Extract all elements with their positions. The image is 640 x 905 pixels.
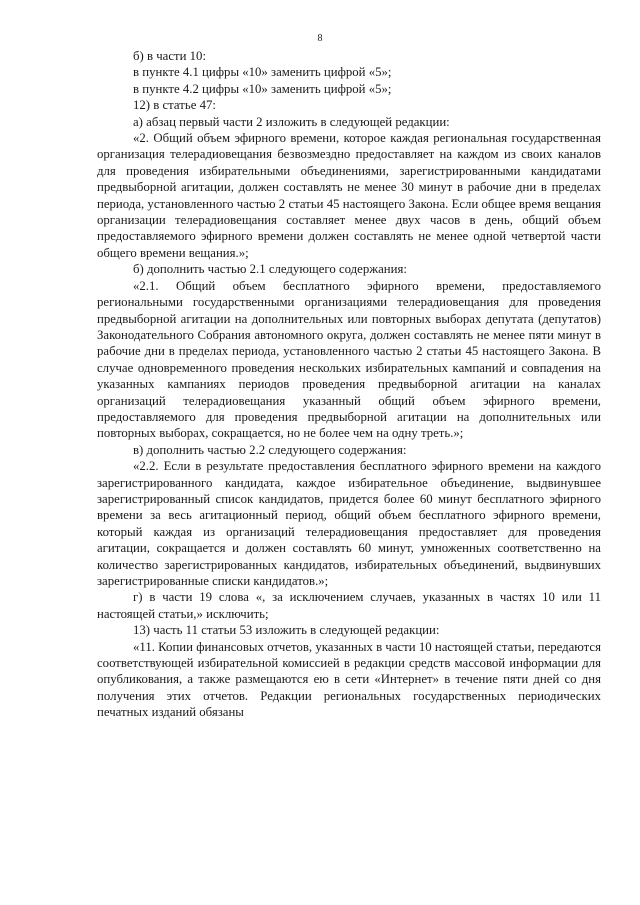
paragraph-amendment-a: а) абзац первый части 2 изложить в следующей редакции:: [133, 114, 450, 129]
paragraph-quote-part-2-2: «2.2. Если в результате предоставления бесплатного эфирного времени на каждого зарегистрированного кандидата, каждое избирательное объединение, выдвинувшее зарегистрированный список кандидатов, придется более 60 минут бесплатного эфирного времени за весь агитационный период, общий объем бесплатного эфирного времени, который каждая из организаций телерадиовещания предоставляет для проведения агитации, сокращается и должен составлять 60 минут, умноженных соответственно на количество зарегистрированных кандидатов, избирательных объединений, выдвинувших зарегистрированные списки кандидатов.»;: [97, 459, 601, 588]
paragraph-quote-part-2-1: «2.1. Общий объем бесплатного эфирного времени, предоставляемого региональными государственными организациями телерадиовещания для проведения предвыборной агитации на дополнительных или повторных выборах депутата (депутатов) Законодательного Собрания автономного округа, должен составлять не менее пяти минут в рабочие дни в пределах периода, установленного частью 2 статьи 45 настоящего Закона. В случае одновременного проведения нескольких избирательных кампаний и совпадения на указанных кампаниях периодов проведения предвыборной агитации на каналах организаций телерадиовещания указанный общий объем эфирного времени, предоставляемого для проведения предвыборной агитации на дополнительных или повторных выборах, сокращается, но не более чем на одну треть.»;: [97, 278, 601, 441]
document-body: [97, 48, 601, 721]
paragraph-article-53-heading: 13) часть 11 статьи 53 изложить в следующей редакции:: [133, 623, 440, 638]
paragraph-point-4-2: в пункте 4.2 цифры «10» заменить цифрой «5»;: [133, 81, 392, 96]
paragraph-amendment-v-part-2-2: в) дополнить частью 2.2 следующего содержания:: [133, 442, 407, 457]
page-number: 8: [317, 33, 323, 44]
paragraph-article-47-heading: 12) в статье 47:: [133, 98, 216, 113]
paragraph-amendment-b-part-2-1: б) дополнить частью 2.1 следующего содержания:: [133, 262, 407, 277]
paragraph-point-4-1: в пункте 4.1 цифры «10» заменить цифрой «5»;: [133, 65, 392, 80]
paragraph-amendment-g-part-19: г) в части 19 слова «, за исключением случаев, указанных в частях 10 или 11 настоящей статьи,» исключить;: [97, 590, 601, 621]
paragraph-amendment-b-part-10: б) в части 10:: [133, 49, 207, 63]
paragraph-quote-part-2: «2. Общий объем эфирного времени, которое каждая региональная государственная организация телерадиовещания безвозмездно предоставляет на каждом из своих каналов для проведения избирательными объединениями, зарегистрированными кандидатами предвыборной агитации, должен составлять не менее 30 минут в рабочие дни в пределах периода, установленного частью 2 статьи 45 настоящего Закона. Если общее время вещания организации телерадиовещания составляет менее двух часов в день, общий объем предоставляемого эфирного времени должен составлять не менее одной четвертой части общего времени вещания.»;: [97, 131, 601, 260]
paragraph-quote-part-11: «11. Копии финансовых отчетов, указанных в части 10 настоящей статьи, передаются соответствующей избирательной комиссией в редакции средств массовой информации для опубликования, а также размещаются ею в сети «Интернет» в течение пяти дней со дня получения этих отчетов. Редакции региональных государственных периодических печатных изданий обязаны: [97, 639, 601, 720]
